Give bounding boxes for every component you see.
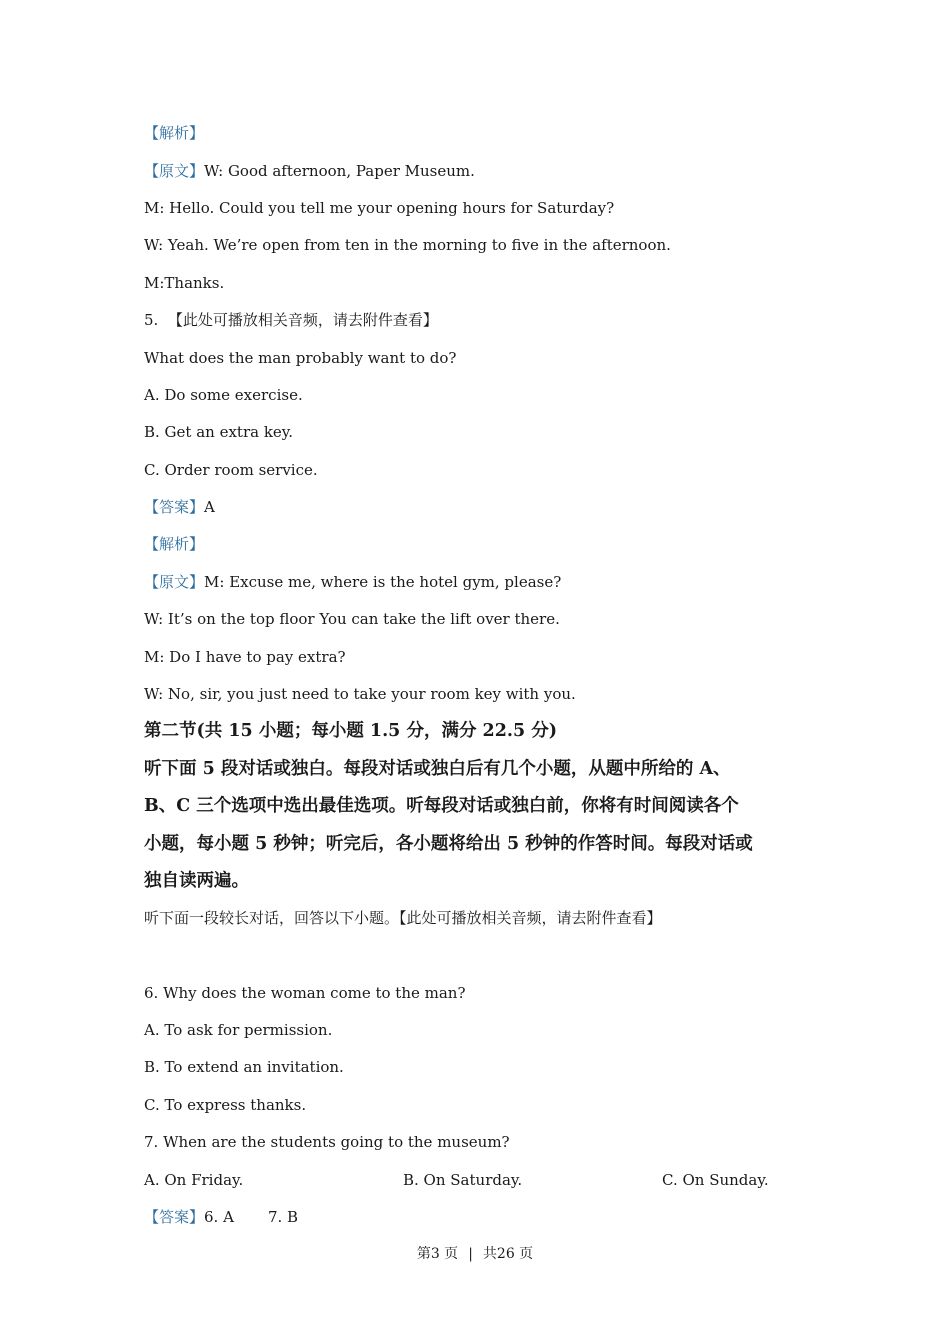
page-footer	[0, 1244, 950, 1264]
listen-note: 听下面一段较长对话，回答以下小题。【此处可播放相关音频，请去附件查看】	[144, 909, 662, 927]
transcript-line: M:Thanks.	[144, 274, 225, 292]
transcript-line	[144, 161, 475, 181]
transcript-line: W: It’s on the top floor You can take the lift over there.	[144, 610, 560, 628]
transcript-line: W: No, sir, you just need to take your room key with you.	[144, 685, 576, 703]
section-instruction: 独自读两遍。	[144, 871, 249, 891]
question-7-text: 7. When are the students going to the museum?	[144, 1133, 510, 1151]
option-c: C. On Sunday.	[662, 1171, 769, 1189]
question-5-header	[144, 310, 438, 330]
transcript-text: M: Excuse me, where is the hotel gym, please?	[204, 573, 562, 591]
transcript-tag: 【原文】	[144, 162, 205, 180]
page-total: 共26 页	[482, 1246, 534, 1262]
transcript-line: M: Do I have to pay extra?	[144, 648, 346, 666]
transcript-line	[144, 572, 561, 592]
transcript-line: M: Hello. Could you tell me your opening hours for Saturday?	[144, 199, 615, 217]
transcript-line: W: Yeah. We’re open from ten in the morning to five in the afternoon.	[144, 236, 671, 254]
answer-value: A	[204, 498, 215, 516]
option-b: B. To extend an invitation.	[144, 1058, 344, 1076]
option-a: A. To ask for permission.	[144, 1021, 333, 1039]
answer-6: 6. A	[204, 1208, 234, 1226]
answer-7: 7. B	[267, 1208, 299, 1226]
transcript-tag: 【原文】	[144, 573, 205, 591]
question-6-text: 6. Why does the woman come to the man?	[144, 984, 466, 1002]
option-b: B. On Saturday.	[403, 1171, 523, 1189]
section-instruction: B、C 三个选项中选出最佳选项。听每段对话或独白前，你将有时间阅读各个	[144, 796, 739, 816]
option-c: C. To express thanks.	[144, 1096, 307, 1114]
option-a: A. Do some exercise.	[144, 386, 303, 404]
answer-tag: 【答案】	[144, 498, 205, 516]
page-number: 第3 页	[416, 1246, 459, 1262]
answer-line	[144, 497, 215, 517]
option-b: B. Get an extra key.	[144, 423, 294, 441]
option-c: C. Order room service.	[144, 461, 318, 479]
audio-note: 【此处可播放相关音频，请去附件查看】	[167, 311, 438, 329]
section-heading: 第二节(共 15 小题；每小题 1.5 分，满分 22.5 分)	[144, 721, 558, 741]
question-5-text: What does the man probably want to do?	[144, 349, 457, 367]
section-instruction: 听下面 5 段对话或独白。每段对话或独白后有几个小题，从题中所给的 A、	[144, 759, 731, 779]
transcript-text: W: Good afternoon, Paper Museum.	[204, 162, 475, 180]
answer-line	[144, 1207, 298, 1227]
analysis-tag: 【解析】	[144, 124, 205, 142]
footer-divider: |	[468, 1246, 473, 1262]
answer-tag: 【答案】	[144, 1208, 205, 1226]
question-number: 5.	[144, 311, 159, 329]
section-instruction: 小题，每小题 5 秒钟；听完后，各小题将给出 5 秒钟的作答时间。每段对话或	[144, 834, 753, 854]
option-a: A. On Friday.	[144, 1171, 244, 1189]
analysis-tag: 【解析】	[144, 535, 205, 553]
